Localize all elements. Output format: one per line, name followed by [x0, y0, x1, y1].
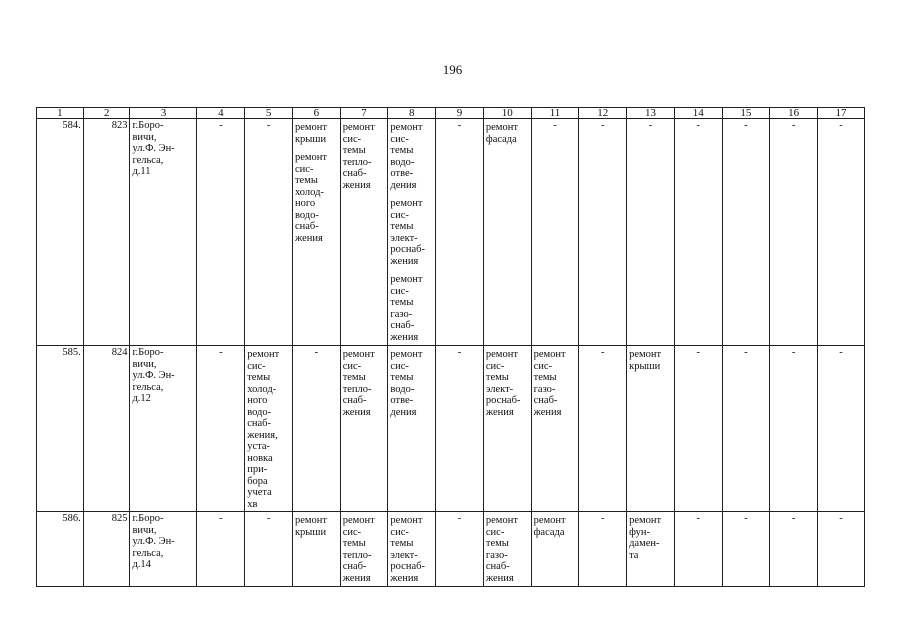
table-cell: - [436, 512, 484, 587]
table-cell: - [770, 119, 818, 346]
page-number: 196 [442, 62, 463, 77]
column-header-15: 15 [722, 108, 770, 119]
work-entry: ремонт сис- темы газо- снаб- жения [533, 349, 566, 418]
table-cell: - [579, 119, 627, 346]
table-cell-works [245, 346, 293, 512]
table-cell: - [722, 119, 770, 346]
work-entry: ремонт фун- дамен- та [629, 515, 662, 561]
table-cell: - [722, 512, 770, 587]
work-entry: ремонт сис- темы элект- роснаб- жения [485, 349, 521, 418]
column-header-7: 7 [340, 108, 388, 119]
column-header-14: 14 [674, 108, 722, 119]
table-cell-works [292, 119, 340, 346]
address-cell: г.Боро- вичи, ул.Ф. Эн- гельса, д.11 [130, 119, 197, 346]
table-row [37, 119, 865, 346]
work-entry: ремонт сис- темы элект- роснаб- жения [390, 515, 425, 584]
column-header-16: 16 [770, 108, 818, 119]
work-entry: ремонт сис- темы газо- снаб- жения [485, 515, 518, 584]
table-row [37, 346, 865, 512]
table-cell: - [245, 119, 293, 346]
column-header-9: 9 [436, 108, 484, 119]
column-header-3: 3 [130, 108, 197, 119]
address-cell: г.Боро- вичи, ул.Ф. Эн- гельса, д.14 [130, 512, 197, 587]
table-cell-works [531, 346, 579, 512]
table-cell: - [722, 346, 770, 512]
column-header-2: 2 [83, 108, 130, 119]
column-header-13: 13 [627, 108, 675, 119]
table-cell-works [388, 119, 436, 346]
table-cell-works [292, 512, 340, 587]
row-index-cell: 585. [37, 346, 84, 512]
table-cell: - [818, 512, 865, 587]
column-header-8: 8 [388, 108, 436, 119]
column-header-1: 1 [37, 108, 84, 119]
work-entry: ремонт крыши [294, 515, 327, 538]
table-cell-works [340, 119, 388, 346]
table-cell-works [627, 512, 675, 587]
column-header-10: 10 [483, 108, 531, 119]
table-cell: - [197, 119, 245, 346]
work-entry: ремонт сис- темы водо- отве- дения [390, 122, 423, 191]
table-cell: - [674, 346, 722, 512]
table-cell: - [436, 119, 484, 346]
work-entry: ремонт фасада [533, 515, 566, 538]
table-row [37, 512, 865, 587]
table-cell: - [818, 119, 865, 346]
column-header-5: 5 [245, 108, 293, 119]
table-cell: - [674, 512, 722, 587]
table-cell: - [292, 346, 340, 512]
work-entry: ремонт сис- темы тепло- снаб- жения [342, 349, 375, 418]
table-cell: - [674, 119, 722, 346]
column-header-4: 4 [197, 108, 245, 119]
table-cell: - [818, 346, 865, 512]
table-cell: - [531, 119, 579, 346]
table-cell: - [245, 512, 293, 587]
house-id-cell: 823 [83, 119, 130, 346]
table-cell: - [579, 512, 627, 587]
work-entry: ремонт сис- темы тепло- снаб- жения [342, 515, 375, 584]
work-entry: ремонт сис- темы холод- ного водо- снаб- жения [294, 152, 327, 244]
table-cell-works [340, 346, 388, 512]
column-header-17: 17 [818, 108, 865, 119]
column-header-12: 12 [579, 108, 627, 119]
work-entry: ремонт сис- темы элект- роснаб- жения [390, 198, 425, 267]
table-cell-works [483, 119, 531, 346]
work-entry: ремонт крыши [294, 122, 327, 145]
table-cell: - [197, 346, 245, 512]
house-id-cell: 825 [83, 512, 130, 587]
repair-schedule-table [36, 107, 865, 587]
table-cell: - [436, 346, 484, 512]
table-cell-works [627, 346, 675, 512]
table-cell: - [770, 346, 818, 512]
table-cell: - [197, 512, 245, 587]
column-header-11: 11 [531, 108, 579, 119]
work-entry: ремонт сис- темы газо- снаб- жения [390, 274, 423, 343]
work-entry: ремонт фасада [485, 122, 518, 145]
table-cell-works [388, 512, 436, 587]
work-entry: ремонт сис- темы тепло- снаб- жения [342, 122, 375, 191]
column-number-header-row [37, 108, 865, 119]
work-entry: ремонт сис- темы холод- ного водо- снаб- жения, уста- новка при- бора учета хв [247, 349, 280, 510]
work-entry: ремонт крыши [629, 349, 662, 372]
work-entry: ремонт сис- темы водо- отве- дения [390, 349, 423, 418]
table-cell-works [483, 346, 531, 512]
house-id-cell: 824 [83, 346, 130, 512]
row-index-cell: 586. [37, 512, 84, 587]
table-cell: - [770, 512, 818, 587]
table-cell-works [483, 512, 531, 587]
table-cell: - [579, 346, 627, 512]
table-cell-works [388, 346, 436, 512]
address-cell: г.Боро- вичи, ул.Ф. Эн- гельса, д.12 [130, 346, 197, 512]
table-cell: - [627, 119, 675, 346]
row-index-cell: 584. [37, 119, 84, 346]
column-header-6: 6 [292, 108, 340, 119]
table-cell-works [340, 512, 388, 587]
table-cell-works [531, 512, 579, 587]
